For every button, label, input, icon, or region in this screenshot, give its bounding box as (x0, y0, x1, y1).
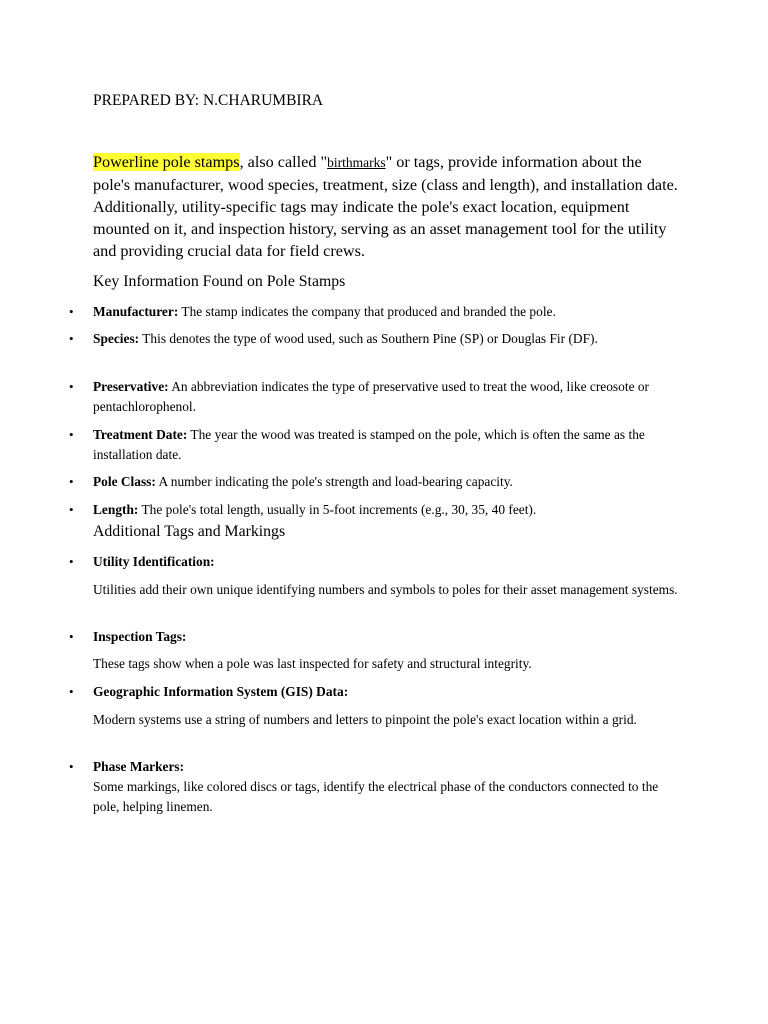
item-text: The year the wood was treated is stamped on the pole, which is often the same as the installation date. (93, 427, 645, 462)
list-item (69, 425, 678, 472)
bullet-icon: • (69, 629, 74, 644)
additional-tags-list (69, 552, 678, 572)
bullet-icon: • (69, 304, 74, 319)
birthmarks-link[interactable]: birthmarks (327, 155, 386, 170)
item-label: Geographic Information System (GIS) Data: (93, 684, 349, 699)
bullet-icon: • (69, 427, 74, 442)
prepared-by-line: PREPARED BY: N.CHARUMBIRA (93, 92, 324, 109)
additional-tags-list (69, 627, 678, 647)
item-label: Utility Identification: (93, 554, 215, 569)
list-item (69, 552, 678, 572)
bullet-icon: • (69, 379, 74, 394)
intro-paragraph (93, 151, 678, 262)
bullet-icon: • (69, 684, 74, 699)
section-heading-key-info: Key Information Found on Pole Stamps (93, 273, 346, 290)
list-item (69, 377, 678, 425)
bullet-icon: • (69, 502, 74, 517)
item-description: Utilities add their own unique identifying numbers and symbols to poles for their asset management systems. (93, 582, 678, 597)
item-label: Length: (93, 502, 139, 517)
highlighted-term: Powerline pole stamps (93, 153, 240, 171)
additional-tags-list (69, 757, 678, 777)
list-item (69, 329, 678, 377)
item-label: Treatment Date: (93, 427, 188, 442)
section-heading-additional-tags: Additional Tags and Markings (93, 523, 286, 540)
item-label: Phase Markers: (93, 759, 185, 774)
intro-text-2: " or tags, provide information about the pole's manufacturer, wood species, treatment, size (class and length), and installation date. Additionally, utility-specific tags may indicate the pole's exact location, equipment mounted on it, and inspection history, serving as an asset management tool for the utility and providing crucial data for field crews. (93, 153, 678, 260)
item-description: These tags show when a pole was last inspected for safety and structural integrity. (93, 656, 532, 671)
item-text: An abbreviation indicates the type of preservative used to treat the wood, like creosote or pentachlorophenol. (93, 379, 650, 414)
list-item (69, 500, 678, 520)
intro-text-1: , also called " (239, 153, 328, 171)
item-label: Species: (93, 331, 140, 346)
item-text: The stamp indicates the company that produced and branded the pole. (178, 304, 556, 319)
item-description: Modern systems use a string of numbers and letters to pinpoint the pole's exact location within a grid. (93, 712, 637, 727)
item-label: Preservative: (93, 379, 169, 394)
item-text: The pole's total length, usually in 5-foot increments (e.g., 30, 35, 40 feet). (138, 502, 537, 517)
item-label: Pole Class: (93, 474, 156, 489)
item-text: A number indicating the pole's strength and load-bearing capacity. (155, 474, 513, 489)
list-item (69, 302, 678, 329)
item-label: Inspection Tags: (93, 629, 187, 644)
bullet-icon: • (69, 554, 74, 569)
bullet-icon: • (69, 331, 74, 346)
list-item (69, 627, 678, 647)
list-item (69, 682, 678, 702)
list-item (69, 757, 678, 777)
item-text: This denotes the type of wood used, such as Southern Pine (SP) or Douglas Fir (DF). (139, 331, 598, 346)
additional-tags-list (69, 682, 678, 702)
bullet-icon: • (69, 474, 74, 489)
item-label: Manufacturer: (93, 304, 179, 319)
list-item (69, 472, 678, 500)
key-info-list (69, 302, 678, 520)
bullet-icon: • (69, 759, 74, 774)
item-description: Some markings, like colored discs or tags, identify the electrical phase of the conductors connected to the pole, helping linemen. (93, 779, 659, 814)
